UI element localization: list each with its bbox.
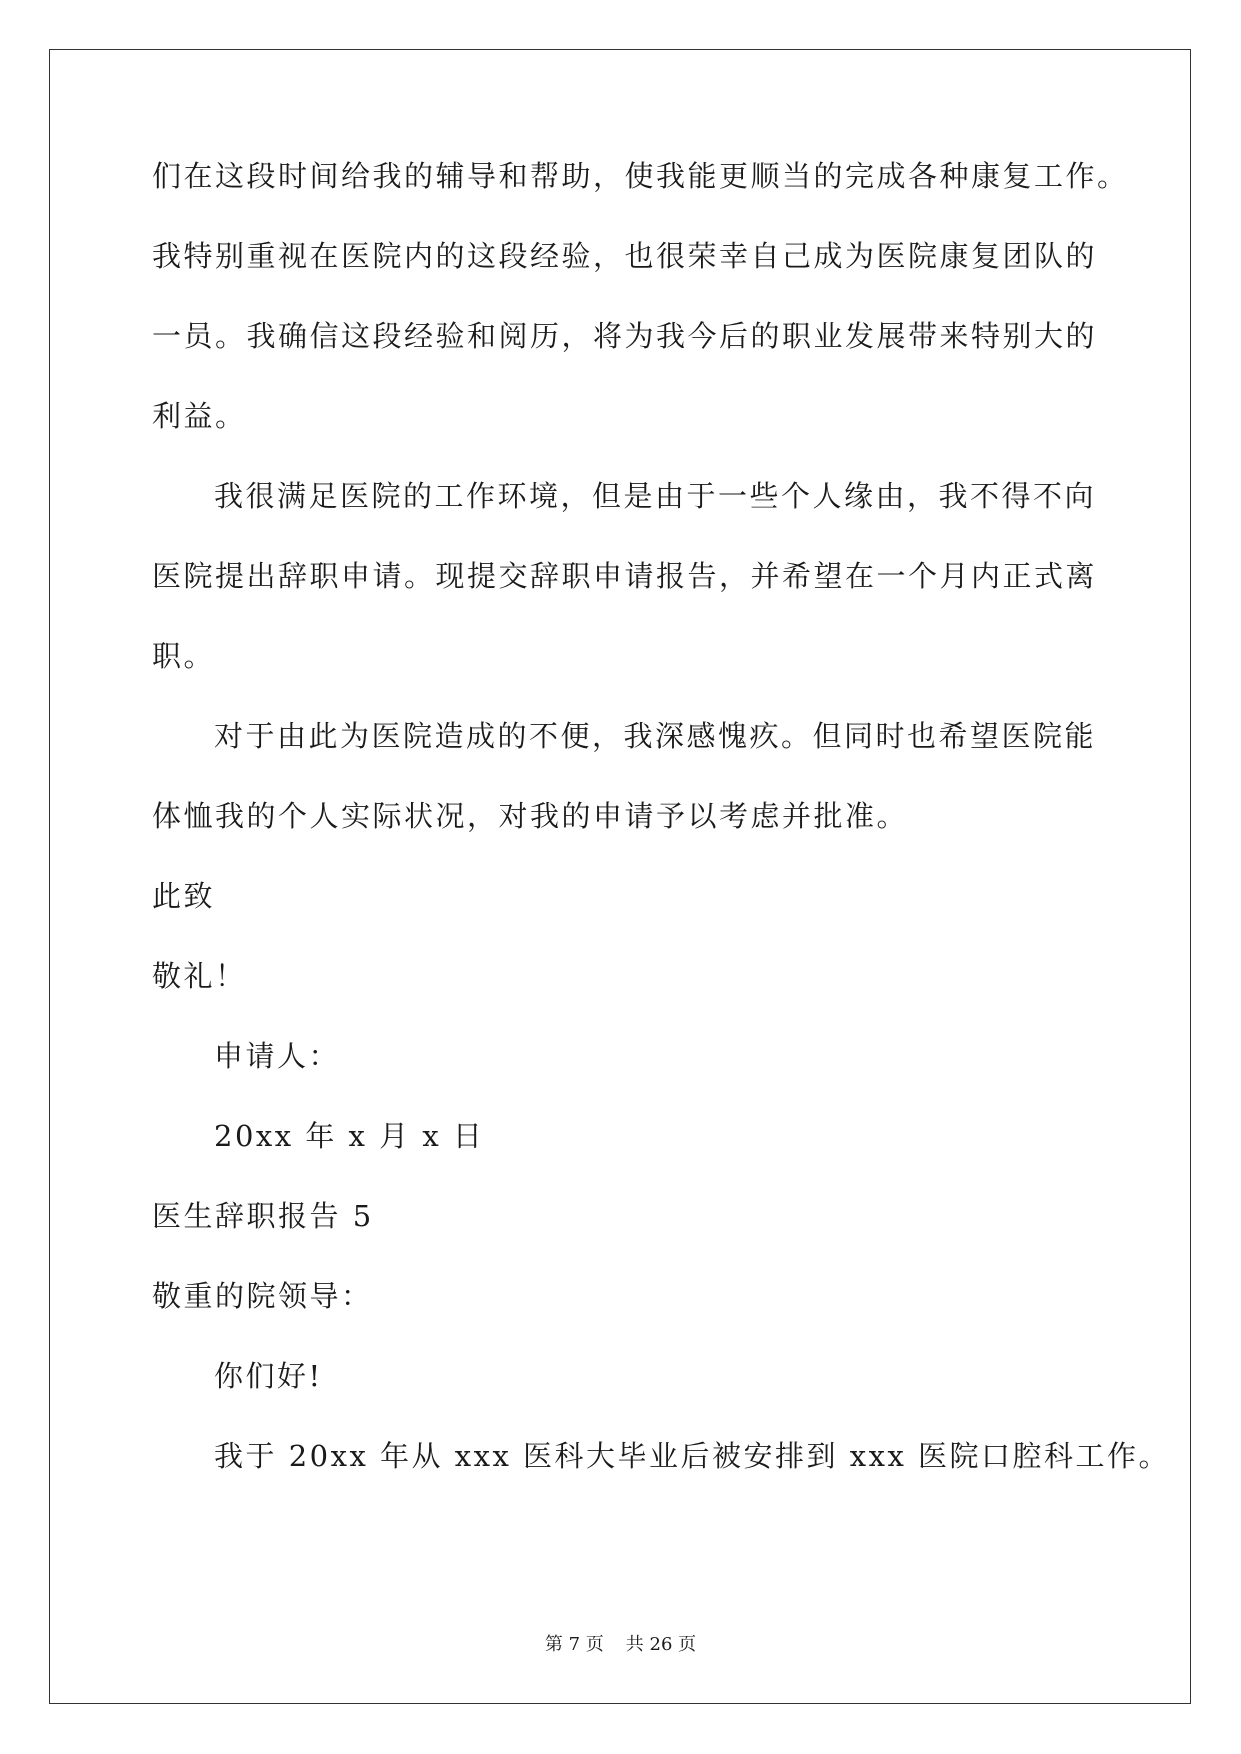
- salutation: 敬重的院领导：: [152, 1279, 373, 1313]
- paragraph-line: 一员。我确信这段经验和阅历，将为我今后的职业发展带来特别大的: [152, 319, 1098, 353]
- paragraph-line: 利益。: [152, 399, 247, 433]
- closing-line: 此致: [152, 879, 216, 913]
- paragraph-line: 我特别重视在医院内的这段经验，也很荣幸自己成为医院康复团队的: [152, 239, 1098, 273]
- closing-salutation: 敬礼！: [152, 959, 247, 993]
- date-line: 20xx 年 x 月 x 日: [214, 1119, 485, 1153]
- paragraph-line: 对于由此为医院造成的不便，我深感愧疚。但同时也希望医院能: [214, 719, 1097, 753]
- paragraph-line: 我于 20xx 年从 xxx 医科大毕业后被安排到 xxx 医院口腔科工作。: [214, 1439, 1171, 1473]
- applicant-label: 申请人：: [214, 1039, 341, 1073]
- paragraph-line: 医院提出辞职申请。现提交辞职申请报告，并希望在一个月内正式离: [152, 559, 1098, 593]
- paragraph-line: 体恤我的个人实际状况，对我的申请予以考虑并批准。: [152, 799, 909, 833]
- page-footer: [0, 1633, 1241, 1657]
- section-title: 医生辞职报告 5: [152, 1199, 374, 1233]
- page-number: 第 7 页: [544, 1634, 604, 1655]
- greeting: 你们好!: [214, 1359, 323, 1393]
- paragraph-line: 职。: [152, 639, 216, 673]
- paragraph-line: 我很满足医院的工作环境，但是由于一些个人缘由，我不得不向: [214, 479, 1097, 513]
- paragraph-line: 们在这段时间给我的辅导和帮助，使我能更顺当的完成各种康复工作。: [152, 159, 1129, 193]
- page-total: 共 26 页: [625, 1634, 697, 1655]
